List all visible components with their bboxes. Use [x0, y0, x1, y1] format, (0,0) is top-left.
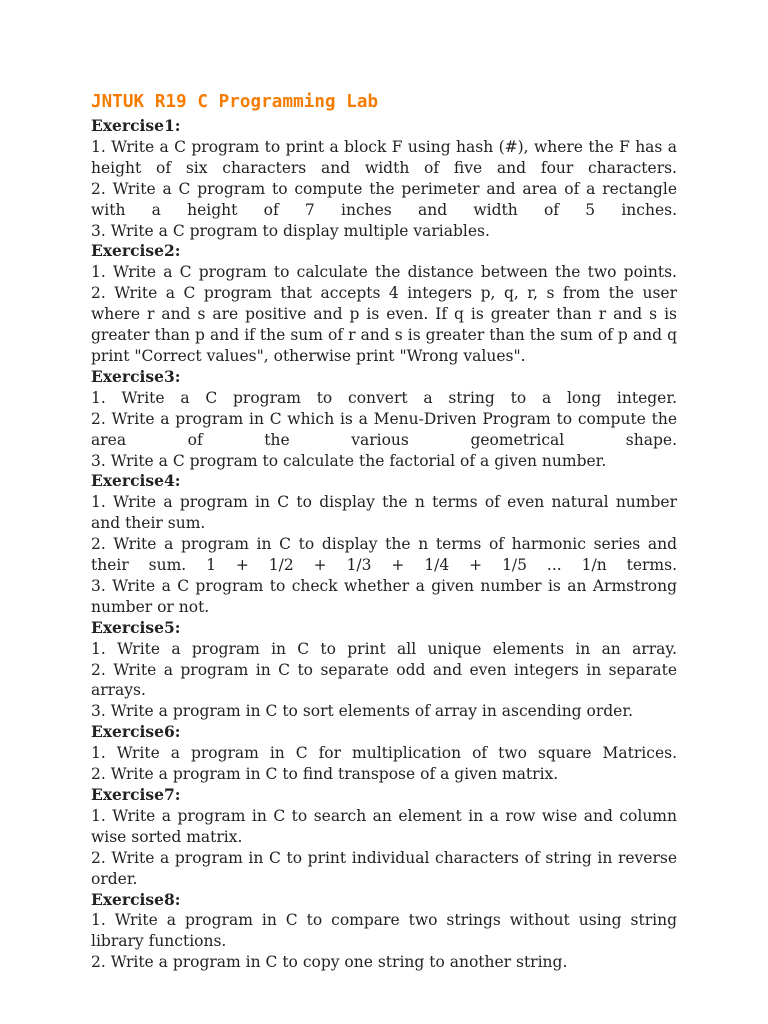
exercise-heading: Exercise7:	[91, 785, 181, 804]
exercise-section	[91, 116, 677, 241]
exercise-section	[91, 241, 677, 366]
exercise-item: 1. Write a program in C to display the n terms of even natural number and their sum.	[91, 493, 677, 533]
exercise-heading: Exercise6:	[91, 722, 181, 742]
exercise-item: 1. Write a program in C to search an element in a row wise and column wise sorted matrix.	[91, 806, 677, 846]
exercise-item: 1. Write a C program to print a block F using hash (#), where the F has a height of six characters and width of five and four characters.	[91, 137, 677, 177]
exercise-heading: Exercise3:	[91, 366, 181, 386]
exercise-section	[91, 618, 677, 723]
exercise-item: 2. Write a C program to compute the perimeter and area of a rectangle with a height of 7 inches and width of 5 inches.	[91, 179, 677, 219]
exercise-item: 1. Write a program in C to compare two strings without using string library functions.	[91, 911, 677, 951]
exercise-item: 2. Write a program in C to copy one string to another string.	[91, 953, 568, 972]
exercise-item: 2. Write a program in C to separate odd and even integers in separate arrays.	[91, 660, 677, 700]
exercise-item: 2. Write a program in C which is a Menu-Driven Program to compute the area of the various geometrical shape.	[91, 409, 677, 449]
exercise-section	[91, 785, 677, 890]
exercise-item: 1. Write a program in C for multiplication of two square Matrices.	[91, 744, 677, 763]
exercise-item: 2. Write a program in C to print individual characters of string in reverse order.	[91, 848, 677, 888]
exercise-item: 1. Write a program in C to print all unique elements in an array.	[91, 639, 677, 658]
exercise-item: 1. Write a C program to convert a string to a long integer.	[91, 388, 677, 407]
exercise-heading: Exercise5:	[91, 617, 181, 637]
exercise-item: 3. Write a C program to display multiple variables.	[91, 221, 490, 240]
exercise-item: 3. Write a C program to check whether a given number is an Armstrong number or not.	[91, 576, 677, 616]
exercise-heading: Exercise8:	[91, 889, 181, 909]
exercise-heading: Exercise4:	[91, 471, 181, 491]
exercise-item: 3. Write a C program to calculate the factorial of a given number.	[91, 451, 607, 470]
exercise-item: 3. Write a program in C to sort elements of array in ascending order.	[91, 702, 633, 721]
exercise-section	[91, 367, 677, 472]
page-title: JNTUK R19 C Programming Lab	[91, 92, 379, 112]
exercise-heading: Exercise1:	[91, 116, 181, 135]
exercise-section	[91, 471, 677, 617]
exercise-item: 2. Write a C program that accepts 4 integers p, q, r, s from the user where r and s are positive and p is even. If q is greater than r and s is greater than p and if the sum of r and s is greater than the sum of p and q print "Correct values", otherwise print "Wrong values".	[91, 284, 677, 365]
exercise-section	[91, 890, 677, 974]
exercise-item: 1. Write a C program to calculate the distance between the two points.	[91, 263, 677, 282]
exercise-section	[91, 722, 677, 785]
exercise-item: 2. Write a program in C to find transpose of a given matrix.	[91, 765, 559, 784]
exercise-item: 2. Write a program in C to display the n terms of harmonic series and their sum. 1 + 1/2 + 1/3 + 1/4 + 1/5 ... 1/n terms.	[91, 535, 677, 575]
document-page	[91, 91, 677, 973]
exercise-heading: Exercise2:	[91, 241, 181, 261]
